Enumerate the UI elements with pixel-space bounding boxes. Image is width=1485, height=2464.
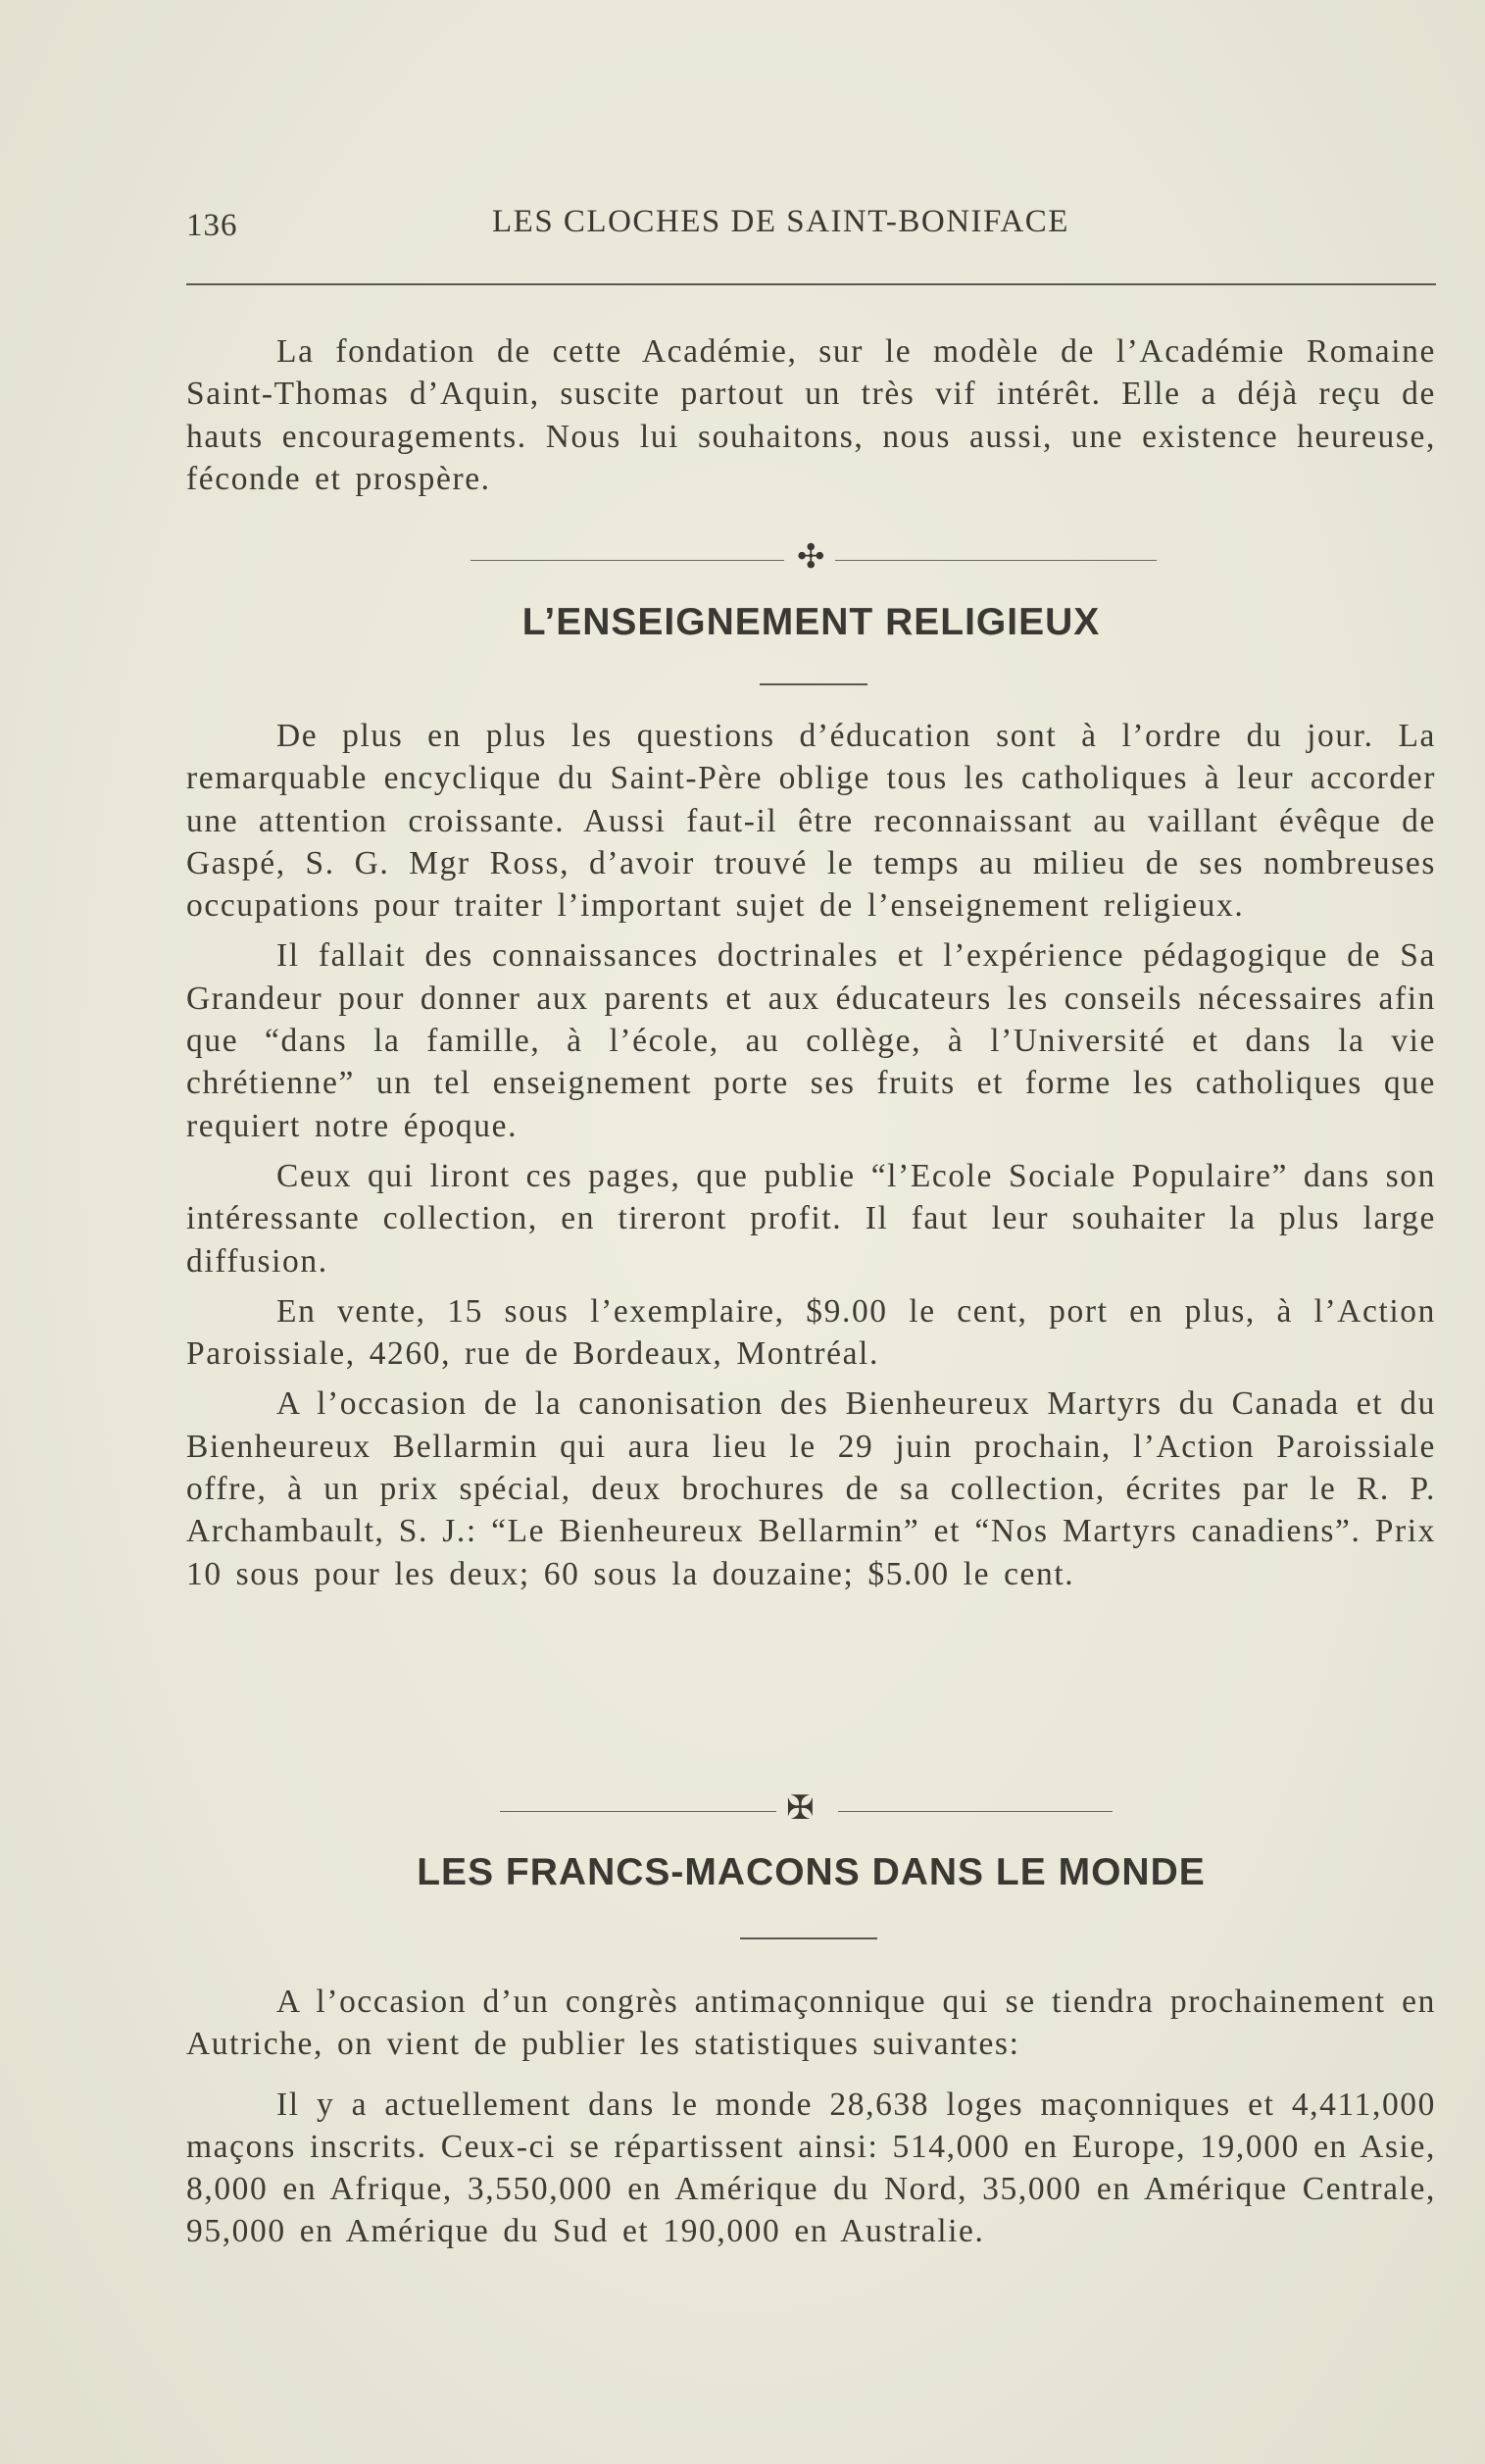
title-underline xyxy=(740,1937,877,1939)
paragraph: Il y a actuellement dans le monde 28,638 loges maçonniques et 4,411,000 maçons inscrits. Ceux-ci se répartissent ainsi: 514,000 en Europe, 19,000 en Asie, 8,000 en Afrique, 3,550,000 en Amérique du Nord, 35,000 en Amérique Centrale, 95,000 en Amérique du Sud et 190,000 en Australie. xyxy=(186,2086,1436,2250)
divider-line-right xyxy=(838,1811,1113,1812)
section-divider-ornament xyxy=(500,1788,1113,1828)
page-header xyxy=(186,204,1436,253)
paragraph: En vente, 15 sous l’exemplaire, $9.00 le cent, port en plus, à l’Action Paroissiale, 4260, rue de Bordeaux, Montréal. xyxy=(186,1292,1436,1373)
section-title-francs-macons: LES FRANCS-MACONS DANS LE MONDE xyxy=(417,1851,1206,1893)
divider-line-left xyxy=(470,560,784,561)
page-number: 136 xyxy=(186,208,238,243)
maltese-cross-icon: ✠ xyxy=(786,1788,815,1828)
header-rule xyxy=(186,283,1436,285)
paragraph: A l’occasion d’un congrès antimaçonnique qui se tiendra prochainement en Autriche, on vient de publier les statistiques suivantes: xyxy=(186,1984,1436,2063)
section-enseignement-text xyxy=(186,715,1436,1595)
intro-paragraph: La fondation de cette Académie, sur le modèle de l’Académie Romaine Saint-Thomas d’Aquin, suscite partout un très vif intérêt. Elle a déjà reçu de hauts encouragements. Nous lui souhaitons, nous aussi, une existence heureuse, féconde et prospère. xyxy=(186,333,1436,497)
intro-text-block xyxy=(186,330,1436,500)
section-divider-ornament xyxy=(470,537,1157,577)
title-underline xyxy=(760,683,867,685)
cross-ornament-icon: ✣ xyxy=(797,537,825,577)
divider-line-right xyxy=(835,560,1157,561)
running-head: LES CLOCHES DE SAINT-BONIFACE xyxy=(492,204,1069,239)
paragraph: Il fallait des connaissances doctrinales et l’expérience pédagogique de Sa Grandeur pour donner aux parents et aux éducateurs les conseils nécessaires afin que “dans la famille, à l’école, au collège, à l’Université et dans la vie chrétienne” un tel enseignement porte ses fruits et forme les catholiques que requiert notre époque. xyxy=(186,937,1436,1144)
section-francs-macons-text xyxy=(186,1981,1436,2253)
paragraph: A l’occasion de la canonisation des Bienheureux Martyrs du Canada et du Bienheureux Bellarmin qui aura lieu le 29 juin prochain, l’Action Paroissiale offre, à un prix spécial, deux brochures de sa collection, écrites par le R. P. Archambault, S. J.: “Le Bienheureux Bellarmin” et “Nos Martyrs canadiens”. Prix 10 sous pour les deux; 60 sous la douzaine; $5.00 le cent. xyxy=(186,1385,1436,1592)
paragraph: Ceux qui liront ces pages, que publie “l’Ecole Sociale Populaire” dans son intéressante collection, en tireront profit. Il faut leur souhaiter la plus large diffusion. xyxy=(186,1157,1436,1280)
paragraph: De plus en plus les questions d’éducation sont à l’ordre du jour. La remarquable encyclique du Saint-Père oblige tous les catholiques à leur accorder une attention croissante. Aussi faut-il être reconnaissant au vaillant évêque de Gaspé, S. G. Mgr Ross, d’avoir trouvé le temps au milieu de ses nombreuses occupations pour traiter l’important sujet de l’enseignement religieux. xyxy=(186,718,1436,925)
section-title-enseignement: L’ENSEIGNEMENT RELIGIEUX xyxy=(521,601,1101,643)
divider-line-left xyxy=(500,1811,776,1812)
